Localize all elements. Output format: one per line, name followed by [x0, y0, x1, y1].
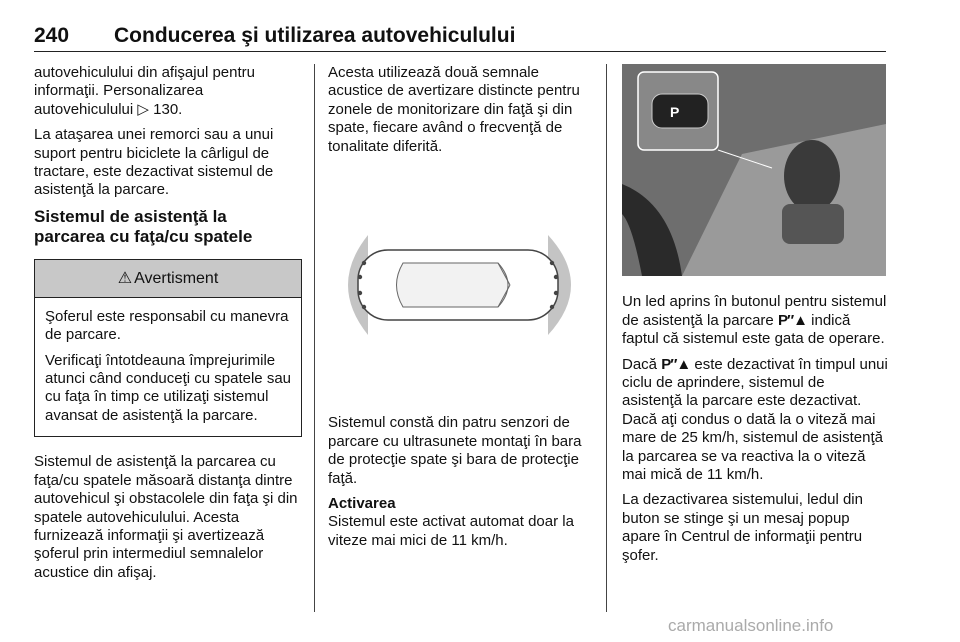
paragraph: Sistemul este activat automat doar la viteze mai mici de 11 km/h. [328, 513, 574, 549]
sensor-dot [358, 291, 362, 295]
page-header [34, 22, 886, 52]
paragraph: Acesta utilizează două semnale acustice de avertizare distincte pentru zonele de monitorizare din faţă şi din spate, fiecare având o frecvenţă de tonalitate diferită. [328, 64, 580, 155]
sensor-dot [550, 305, 554, 309]
paragraph: Sistemul constă din patru senzori de parcare cu ultrasunete montaţi în bara de protecţie spate şi bara de protecţie faţă. [328, 414, 582, 487]
sensor-dot [554, 291, 558, 295]
text: autovehiculului din afişajul pentru informaţii. Personalizarea autovehiculului [34, 64, 255, 118]
text: Un led aprins în butonul pentru sistemul de asistenţă la parcare [622, 293, 887, 329]
chapter-title: Conducerea şi utilizarea autovehiculului [114, 24, 516, 47]
section-heading: Sistemul de asistenţă la parcarea cu faţa/cu spatele [34, 206, 253, 246]
sensor-dot [362, 305, 366, 309]
column-left [34, 64, 302, 589]
paragraph: La dezactivarea sistemului, ledul din buton se stinge şi un mesaj popup apare în Centrul de informaţii pentru şofer. [622, 491, 863, 564]
sensor-dot [358, 275, 362, 279]
warning-paragraph: Verificaţi întotdeauna împrejurimile atunci când conduceţi cu spatele sau cu faţa în timp ce utilizaţi sistemul avansat de asistenţă la parcare. [45, 351, 291, 424]
warning-paragraph: Şoferul este responsabil cu manevra de parcare. [45, 307, 289, 344]
paragraph [622, 293, 888, 348]
gear-boot [782, 204, 844, 244]
warning-box [34, 259, 302, 437]
warning-triangle-icon: ⚠ [117, 269, 133, 287]
sensor-dot [554, 275, 558, 279]
parking-sensor-illustration [328, 175, 592, 395]
warning-body [35, 298, 301, 436]
paragraph: Sistemul de asistenţă la parcarea cu faţa/cu spatele măsoară distanţa dintre autovehicul şi obstacolele din faţa şi din spatele autovehiculului. Acesta furnizează informaţii şi avertizează şoferul prin intermediul semnalelor acustice din afişaj. [34, 453, 298, 581]
paragraph: autovehiculului din afişajul pentru informaţii. Personalizarea autovehiculului ▷ 130. [34, 64, 255, 118]
warning-title: Avertisment [134, 269, 219, 287]
sensor-dot [550, 261, 554, 265]
page-reference[interactable]: 130 [153, 100, 179, 118]
watermark: carmanualsonline.info [668, 616, 834, 635]
button-label: P [670, 104, 680, 120]
text: Dacă [622, 355, 658, 373]
console-photo-illustration [622, 64, 886, 276]
text: este dezactivat în timpul unui ciclu de aprindere, sistemul de asistenţă la parcare este dezactivat. Dacă aţi condus o dată la o viteză mai mare de 25 km/h, sistemul de asistenţă la parcarea se va reactiva la o viteză mai mică de 11 km/h. [622, 355, 888, 484]
gear-knob [784, 140, 840, 212]
sub-heading: Activarea [328, 495, 396, 513]
parking-assist-symbol-icon: P″▲ [777, 311, 807, 329]
parking-assist-button [652, 94, 708, 128]
page-number: 240 [34, 24, 70, 47]
column-divider-1 [314, 64, 315, 612]
parking-assist-symbol-icon: P″▲ [661, 355, 691, 373]
warning-header [35, 260, 301, 298]
sensor-dot [362, 261, 366, 265]
car-roof [397, 263, 509, 307]
paragraph [622, 356, 888, 485]
paragraph: La ataşarea unei remorci sau a unui suport pentru biciclete la cârligul de tractare, este dezactivat sistemul de asistenţă la parcare. [34, 126, 274, 199]
text: indică faptul că sistemul este gata de operare. [622, 311, 885, 348]
column-middle [328, 64, 592, 557]
reference-arrow-icon: ▷ [137, 100, 149, 118]
column-divider-2 [606, 64, 607, 612]
column-right [622, 64, 888, 572]
